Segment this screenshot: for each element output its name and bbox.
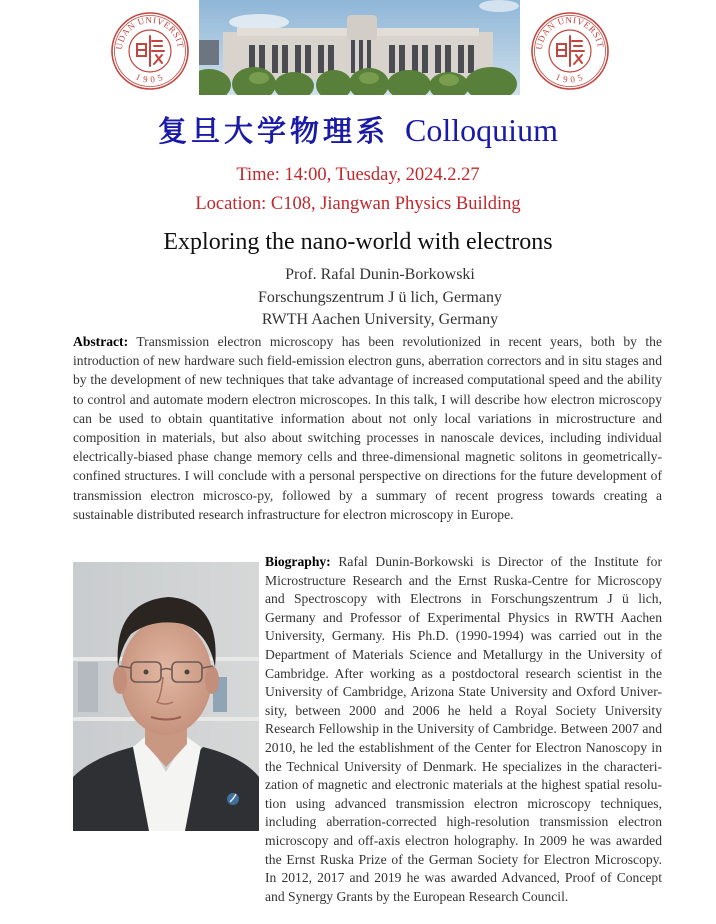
department-name-cn: 复旦大学物理系 [158,114,390,148]
svg-text:1905 [134,72,165,85]
speaker-name: Prof. Rafal Dunin-Borkowski [285,266,475,283]
biography-text: Rafal Dunin-Borkowski is Director of the Institute for Microstructure Research and the Ernst Ruska-Centre for Microscopy and Spectroscopy with Electrons in Forschungszentrum J ü lich, Germany and Professor of Experimental Physics in RWTH Aachen University, Germany. His Ph.D. (1990-1994) was carried out in the Department of Materials Science and Metallurgy in the University of Cambridge. After working as a postdoctoral research scientist in the University of Cambridge, Arizona State University and Oxford Univer-sity, between 2000 and 2006 he held a Royal Society University Research Fellowship in the University of Cambridge. Between 2007 and 2010, he led the establishment of the Center for Electron Nanoscopy in the Technical University of Denmark. He specializes in the characteri-zation of magnetic and electronic materials at the highest spatial resolu-tion using advanced transmission electron microscopy techniques, including aberration-corrected high-resolution transmission electron microscopy and off-axis electron holography. In 2009 he was awarded the Ernst Ruska Prize of the German Society for Electron Microscopy. In 2012, 2017 and 2019 he was awarded Advanced, Proof of Concept and Synergy Grants by the European Research Council. [265,554,662,904]
speaker-affiliation-2: RWTH Aachen University, Germany [261,311,499,328]
seal-text: UDAN UNIVERSIT [113,14,186,51]
fudan-seal-icon [110,11,190,91]
abstract-section [73,332,662,524]
speaker-affiliation-1: Forschungszentrum J ü lich, Germany [258,289,502,306]
svg-text:1905 [554,72,585,85]
fudan-seal-left [110,11,190,91]
biography-label: Biography: [265,554,331,569]
talk-title: Exploring the nano-world with electrons [163,229,553,255]
fudan-seal-right [530,11,610,91]
physics-building-photo [199,0,520,95]
abstract-label: Abstract: [73,334,129,349]
event-time: Time: 14:00, Tuesday, 2024.2.27 [236,165,480,185]
seal-text: UDAN UNIVERSIT [533,14,606,51]
fudan-seal-icon [530,11,610,91]
event-location: Location: C108, Jiangwan Physics Building [195,194,521,214]
colloquium-title [0,108,716,153]
biography-section [265,553,662,906]
abstract-text: Transmission electron microscopy has been revolutionized in recent years, both by the introduction of new hardware such field-emission electron guns, aberration correctors and in situ stages and by the development of new techniques that take advantage of increased computational speed and the ability to control and automate modern electron microscopes. In this talk, I will describe how electron microscopy can be used to obtain quantitative information about not only local variations in microstructure and composition in materials, but also about switching processes in nanoscale devices, including individual electrically-biased phase change memory cells and three-dimensional magnetic solitons in geometrically-confined structures. I will conclude with a personal perspective on directions for the future development of transmission electron microsco-py, followed by a summary of recent progress towards creating a sustainable distributed research infrastructure for electron microscopy in Europe. [73,334,663,522]
colloquium-label: Colloquium [405,112,558,148]
seal-year: 1905 [134,71,166,85]
speaker-portrait-photo [73,562,259,831]
seal-year: 1905 [554,71,586,85]
